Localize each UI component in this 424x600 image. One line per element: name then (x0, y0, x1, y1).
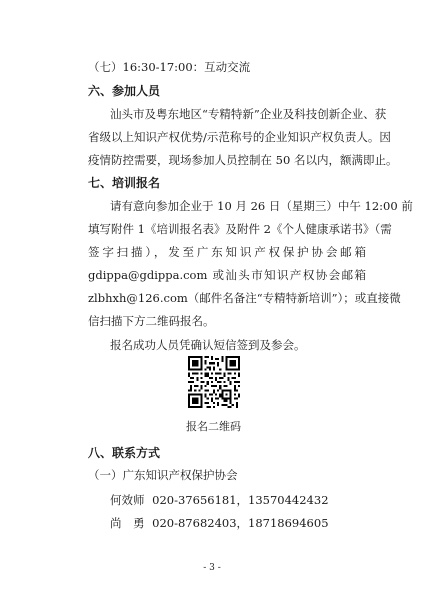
schedule-item-7: （七）16:30-17:00：互动交流 (88, 60, 251, 74)
qr-code-graphic (188, 356, 240, 408)
registration-line-6: 信扫描下方二维码报名。 (88, 314, 215, 328)
contact-organization: （一）广东知识产权保护协会 (88, 468, 238, 482)
section-heading-contacts: 八、联系方式 (88, 446, 161, 460)
contact-row-1 (110, 493, 329, 507)
participants-line-1: 汕头市及粤东地区“专精特新”企业及科技创新企业、获 (110, 107, 387, 121)
registration-line-2: 填写附件 1《培训报名表》及附件 2《个人健康承诺书》（需 (88, 222, 392, 236)
section-heading-registration: 七、培训报名 (88, 176, 161, 190)
page-number: - 3 - (203, 563, 221, 573)
section-heading-participants: 六、参加人员 (88, 84, 161, 98)
qr-caption: 报名二维码 (186, 420, 241, 433)
contact-row-2 (110, 516, 329, 530)
contact-phone: 020-87682403，18718694605 (152, 516, 329, 530)
participants-line-2: 省级以上知识产权优势/示范称号的企业知识产权负责人。因 (88, 130, 391, 144)
contact-phone: 020-37656181，13570442432 (152, 493, 329, 507)
contact-name: 尚 勇 (110, 516, 145, 530)
registration-line-5: zlbhxh@126.com（邮件名备注“专精特新培训”）；或直接微 (88, 291, 401, 305)
participants-line-3: 疫情防控需要，现场参加人员控制在 50 名以内，额满即止。 (88, 153, 398, 167)
registration-line-3: 签字扫描），发至广东知识产权保护协会邮箱 (88, 245, 366, 259)
registration-line-1: 请有意向参加企业于 10 月 26 日（星期三）中午 12:00 前 (110, 199, 413, 213)
registration-line-4: gdippa@gdippa.com 或汕头市知识产权协会邮箱 (88, 268, 366, 282)
confirmation-note: 报名成功人员凭确认短信签到及参会。 (110, 338, 306, 352)
registration-qr-code[interactable] (188, 356, 240, 408)
contact-name: 何效师 (110, 493, 145, 507)
